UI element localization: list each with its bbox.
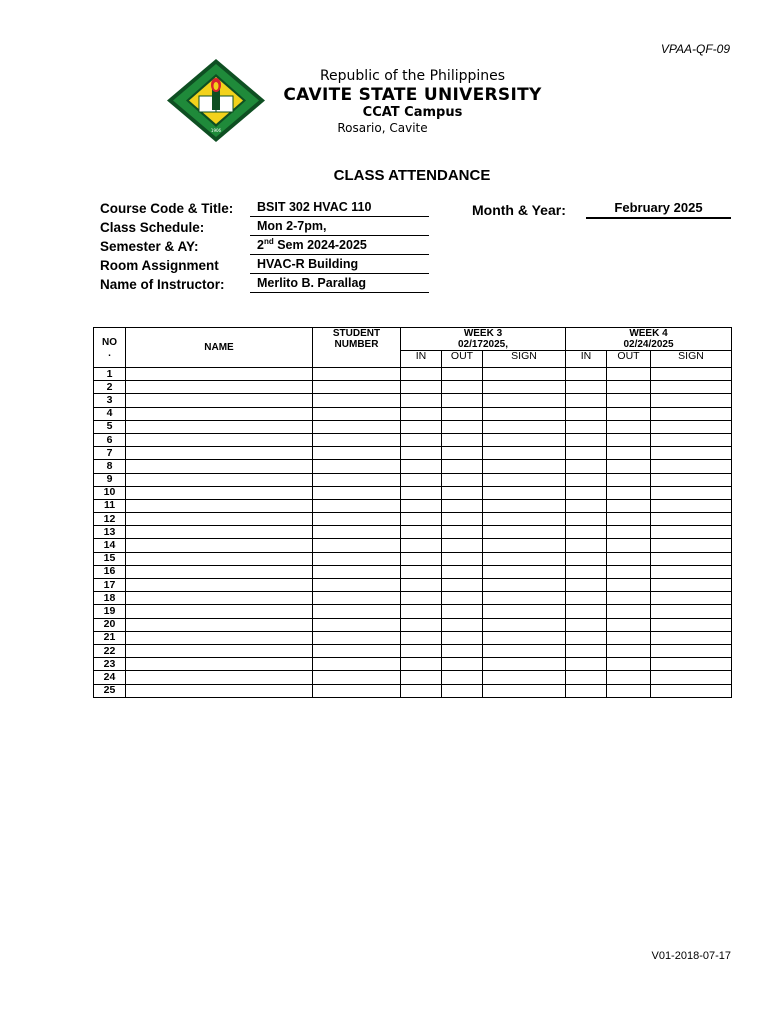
- student-header-line1: STUDENT: [332, 328, 381, 339]
- student-number-cell[interactable]: [313, 579, 401, 592]
- name-cell[interactable]: [126, 460, 313, 473]
- row-number: 11: [94, 499, 126, 512]
- week3-out-header: OUT: [442, 351, 483, 368]
- week4-out-cell[interactable]: [607, 565, 651, 578]
- week4-sign-cell[interactable]: [651, 407, 732, 420]
- week3-sign-cell[interactable]: [483, 407, 566, 420]
- week3-out-cell[interactable]: [442, 565, 483, 578]
- row-number: 21: [94, 631, 126, 644]
- row-number: 4: [94, 407, 126, 420]
- month-year-value: February 2025: [586, 200, 731, 219]
- row-number: 6: [94, 433, 126, 446]
- table-row: [94, 381, 732, 394]
- name-cell[interactable]: [126, 526, 313, 539]
- table-row: [94, 460, 732, 473]
- week3-sign-cell[interactable]: [483, 552, 566, 565]
- week4-out-cell[interactable]: [607, 381, 651, 394]
- name-cell[interactable]: [126, 539, 313, 552]
- student-number-cell[interactable]: [313, 486, 401, 499]
- week4-out-cell[interactable]: [607, 552, 651, 565]
- week4-in-cell[interactable]: [566, 526, 607, 539]
- letterhead: [270, 68, 555, 135]
- week3-out-cell[interactable]: [442, 433, 483, 446]
- student-number-cell[interactable]: [313, 658, 401, 671]
- week4-sign-cell[interactable]: [651, 565, 732, 578]
- week4-sign-cell[interactable]: [651, 447, 732, 460]
- week3-in-cell[interactable]: [401, 579, 442, 592]
- week3-out-cell[interactable]: [442, 671, 483, 684]
- student-number-cell[interactable]: [313, 605, 401, 618]
- week3-out-cell[interactable]: [442, 394, 483, 407]
- week4-in-cell[interactable]: [566, 565, 607, 578]
- week4-sign-header: SIGN: [651, 351, 732, 368]
- week4-sign-cell[interactable]: [651, 420, 732, 433]
- week4-out-cell[interactable]: [607, 486, 651, 499]
- student-number-cell[interactable]: [313, 420, 401, 433]
- university-name: CAVITE STATE UNIVERSITY: [283, 85, 542, 105]
- table-row: [94, 394, 732, 407]
- week3-sign-cell[interactable]: [483, 618, 566, 631]
- row-number: 16: [94, 565, 126, 578]
- week3-out-cell[interactable]: [442, 447, 483, 460]
- week3-in-cell[interactable]: [401, 605, 442, 618]
- student-number-cell[interactable]: [313, 368, 401, 381]
- week4-sign-cell[interactable]: [651, 539, 732, 552]
- table-row: [94, 658, 732, 671]
- week3-sign-cell[interactable]: [483, 605, 566, 618]
- week4-out-cell[interactable]: [607, 684, 651, 697]
- table-row: [94, 579, 732, 592]
- row-number: 18: [94, 592, 126, 605]
- student-number-cell[interactable]: [313, 631, 401, 644]
- week4-in-cell[interactable]: [566, 447, 607, 460]
- student-number-cell[interactable]: [313, 592, 401, 605]
- semester-label: Semester & AY:: [100, 239, 199, 254]
- row-number: 12: [94, 513, 126, 526]
- week3-out-cell[interactable]: [442, 618, 483, 631]
- week4-sign-cell[interactable]: [651, 658, 732, 671]
- student-number-cell[interactable]: [313, 473, 401, 486]
- week3-sign-cell[interactable]: [483, 526, 566, 539]
- name-cell[interactable]: [126, 394, 313, 407]
- week3-out-cell[interactable]: [442, 552, 483, 565]
- row-number: 9: [94, 473, 126, 486]
- name-cell[interactable]: [126, 592, 313, 605]
- week3-in-cell[interactable]: [401, 539, 442, 552]
- row-number: 2: [94, 381, 126, 394]
- table-row: [94, 671, 732, 684]
- week3-in-cell[interactable]: [401, 407, 442, 420]
- table-row: [94, 486, 732, 499]
- week4-in-cell[interactable]: [566, 420, 607, 433]
- week4-sign-cell[interactable]: [651, 592, 732, 605]
- week4-out-cell[interactable]: [607, 618, 651, 631]
- name-cell[interactable]: [126, 447, 313, 460]
- table-row: [94, 513, 732, 526]
- week3-out-cell[interactable]: [442, 605, 483, 618]
- name-cell[interactable]: [126, 499, 313, 512]
- week4-out-cell[interactable]: [607, 658, 651, 671]
- week3-out-cell[interactable]: [442, 631, 483, 644]
- row-number: 17: [94, 579, 126, 592]
- week4-sign-cell[interactable]: [651, 631, 732, 644]
- row-number: 14: [94, 539, 126, 552]
- week3-out-cell[interactable]: [442, 526, 483, 539]
- week4-sign-cell[interactable]: [651, 671, 732, 684]
- week3-in-cell[interactable]: [401, 381, 442, 394]
- week3-header: [401, 328, 566, 351]
- name-cell[interactable]: [126, 433, 313, 446]
- table-row: [94, 539, 732, 552]
- attendance-table: [93, 327, 732, 698]
- version-code: V01-2018-07-17: [651, 950, 731, 962]
- attendance-rows: [94, 368, 732, 698]
- week4-sign-cell[interactable]: [651, 526, 732, 539]
- week4-sign-cell[interactable]: [651, 433, 732, 446]
- week4-out-cell[interactable]: [607, 592, 651, 605]
- week3-in-cell[interactable]: [401, 499, 442, 512]
- name-cell[interactable]: [126, 565, 313, 578]
- name-header: NAME: [126, 328, 313, 368]
- week4-sign-cell[interactable]: [651, 368, 732, 381]
- week3-sign-cell[interactable]: [483, 433, 566, 446]
- week4-date: 02/24/2025: [623, 339, 674, 350]
- row-number: 5: [94, 420, 126, 433]
- week3-in-cell[interactable]: [401, 447, 442, 460]
- week3-sign-cell[interactable]: [483, 658, 566, 671]
- week3-in-cell[interactable]: [401, 420, 442, 433]
- week4-out-header: OUT: [607, 351, 651, 368]
- week3-sign-cell[interactable]: [483, 368, 566, 381]
- week4-out-cell[interactable]: [607, 433, 651, 446]
- week4-sign-cell[interactable]: [651, 644, 732, 657]
- room-label: Room Assignment: [100, 258, 219, 273]
- week3-in-cell[interactable]: [401, 473, 442, 486]
- student-number-cell[interactable]: [313, 618, 401, 631]
- table-row: [94, 631, 732, 644]
- week3-out-cell[interactable]: [442, 579, 483, 592]
- week4-sign-cell[interactable]: [651, 552, 732, 565]
- student-number-cell[interactable]: [313, 447, 401, 460]
- week3-in-header: IN: [401, 351, 442, 368]
- no-header-text: NO: [102, 336, 117, 348]
- week4-out-cell[interactable]: [607, 579, 651, 592]
- week4-out-cell[interactable]: [607, 368, 651, 381]
- week3-out-cell[interactable]: [442, 381, 483, 394]
- course-label: Course Code & Title:: [100, 201, 234, 216]
- seal-year: 1906: [210, 128, 222, 133]
- week4-in-cell[interactable]: [566, 618, 607, 631]
- name-cell[interactable]: [126, 381, 313, 394]
- week4-in-cell[interactable]: [566, 579, 607, 592]
- week4-title: WEEK 4: [629, 328, 668, 339]
- week4-in-cell[interactable]: [566, 552, 607, 565]
- week4-in-cell[interactable]: [566, 513, 607, 526]
- no-header-dot: .: [108, 347, 111, 359]
- row-number: 22: [94, 644, 126, 657]
- week3-in-cell[interactable]: [401, 486, 442, 499]
- week4-in-cell[interactable]: [566, 539, 607, 552]
- table-row: [94, 565, 732, 578]
- student-header-line2: NUMBER: [334, 339, 379, 350]
- name-cell[interactable]: [126, 671, 313, 684]
- campus-location: Rosario, Cavite: [337, 121, 428, 135]
- table-row: [94, 499, 732, 512]
- week3-in-cell[interactable]: [401, 618, 442, 631]
- week4-out-cell[interactable]: [607, 631, 651, 644]
- student-number-cell[interactable]: [313, 407, 401, 420]
- week4-out-cell[interactable]: [607, 460, 651, 473]
- week3-out-cell[interactable]: [442, 420, 483, 433]
- week3-out-cell[interactable]: [442, 368, 483, 381]
- week4-in-cell[interactable]: [566, 499, 607, 512]
- name-cell[interactable]: [126, 605, 313, 618]
- week3-date: 02/172025,: [457, 339, 509, 350]
- week3-title: WEEK 3: [463, 328, 503, 339]
- student-number-cell[interactable]: [313, 526, 401, 539]
- week3-sign-cell[interactable]: [483, 486, 566, 499]
- no-header: [94, 328, 126, 368]
- student-number-cell[interactable]: [313, 644, 401, 657]
- week3-in-cell[interactable]: [401, 552, 442, 565]
- student-number-cell[interactable]: [313, 684, 401, 697]
- week4-in-cell[interactable]: [566, 433, 607, 446]
- table-row: [94, 592, 732, 605]
- semester-suffix: nd: [263, 237, 274, 246]
- table-row: [94, 447, 732, 460]
- table-row: [94, 644, 732, 657]
- week3-in-cell[interactable]: [401, 631, 442, 644]
- week3-sign-cell[interactable]: [483, 460, 566, 473]
- name-cell[interactable]: [126, 407, 313, 420]
- week4-sign-cell[interactable]: [651, 381, 732, 394]
- student-number-cell[interactable]: [313, 513, 401, 526]
- republic-line: Republic of the Philippines: [319, 68, 506, 84]
- row-number: 23: [94, 658, 126, 671]
- table-row: [94, 433, 732, 446]
- table-row: [94, 368, 732, 381]
- week3-in-cell[interactable]: [401, 671, 442, 684]
- name-cell[interactable]: [126, 368, 313, 381]
- week3-in-cell[interactable]: [401, 644, 442, 657]
- table-row: [94, 618, 732, 631]
- row-number: 1: [94, 368, 126, 381]
- table-row: [94, 526, 732, 539]
- student-number-header: [313, 328, 401, 368]
- document-title: CLASS ATTENDANCE: [333, 167, 491, 184]
- row-number: 19: [94, 605, 126, 618]
- campus-name: CCAT Campus: [362, 105, 463, 120]
- week3-out-cell[interactable]: [442, 460, 483, 473]
- week3-out-cell[interactable]: [442, 644, 483, 657]
- row-number: 10: [94, 486, 126, 499]
- week4-in-cell[interactable]: [566, 460, 607, 473]
- course-value: BSIT 302 HVAC 110: [250, 200, 429, 217]
- student-number-cell[interactable]: [313, 394, 401, 407]
- student-number-cell[interactable]: [313, 433, 401, 446]
- row-number: 3: [94, 394, 126, 407]
- week4-sign-cell[interactable]: [651, 684, 732, 697]
- table-row: [94, 473, 732, 486]
- week4-sign-cell[interactable]: [651, 394, 732, 407]
- name-cell[interactable]: [126, 644, 313, 657]
- week4-out-cell[interactable]: [607, 513, 651, 526]
- schedule-label: Class Schedule:: [100, 220, 205, 235]
- week4-out-cell[interactable]: [607, 394, 651, 407]
- week3-sign-header: SIGN: [483, 351, 566, 368]
- row-number: 15: [94, 552, 126, 565]
- week3-sign-cell[interactable]: [483, 473, 566, 486]
- week3-out-cell[interactable]: [442, 407, 483, 420]
- semester-year: Sem 2024-2025: [273, 238, 367, 252]
- week3-out-cell[interactable]: [442, 592, 483, 605]
- week3-sign-cell[interactable]: [483, 631, 566, 644]
- week4-out-cell[interactable]: [607, 605, 651, 618]
- week4-out-cell[interactable]: [607, 526, 651, 539]
- name-cell[interactable]: [126, 631, 313, 644]
- name-cell[interactable]: [126, 579, 313, 592]
- week3-in-cell[interactable]: [401, 658, 442, 671]
- name-cell[interactable]: [126, 473, 313, 486]
- week4-in-cell[interactable]: [566, 381, 607, 394]
- week3-sign-cell[interactable]: [483, 513, 566, 526]
- week4-sign-cell[interactable]: [651, 618, 732, 631]
- form-code: VPAA-QF-09: [660, 42, 730, 56]
- student-number-cell[interactable]: [313, 552, 401, 565]
- week3-out-cell[interactable]: [442, 499, 483, 512]
- semester-number: 2: [257, 238, 264, 252]
- week3-out-cell[interactable]: [442, 658, 483, 671]
- student-number-cell[interactable]: [313, 671, 401, 684]
- week4-in-cell[interactable]: [566, 644, 607, 657]
- week3-sign-cell[interactable]: [483, 579, 566, 592]
- week4-out-cell[interactable]: [607, 539, 651, 552]
- week4-in-cell[interactable]: [566, 605, 607, 618]
- week3-sign-cell[interactable]: [483, 420, 566, 433]
- week3-sign-cell[interactable]: [483, 684, 566, 697]
- week3-in-cell[interactable]: [401, 433, 442, 446]
- schedule-value: Mon 2-7pm,: [250, 219, 429, 236]
- week3-in-cell[interactable]: [401, 460, 442, 473]
- table-row: [94, 684, 732, 697]
- student-number-cell[interactable]: [313, 565, 401, 578]
- month-year-label: Month & Year:: [472, 202, 566, 218]
- row-number: 8: [94, 460, 126, 473]
- week3-in-cell[interactable]: [401, 368, 442, 381]
- semester-value: [250, 238, 429, 255]
- week3-out-cell[interactable]: [442, 486, 483, 499]
- week3-out-cell[interactable]: [442, 473, 483, 486]
- week4-out-cell[interactable]: [607, 644, 651, 657]
- week4-out-cell[interactable]: [607, 407, 651, 420]
- week4-header: [566, 328, 732, 351]
- week3-out-cell[interactable]: [442, 539, 483, 552]
- week4-out-cell[interactable]: [607, 499, 651, 512]
- instructor-value: Merlito B. Parallag: [250, 276, 429, 293]
- name-cell[interactable]: [126, 513, 313, 526]
- week4-in-cell[interactable]: [566, 658, 607, 671]
- student-number-cell[interactable]: [313, 539, 401, 552]
- week3-out-cell[interactable]: [442, 513, 483, 526]
- week4-in-cell[interactable]: [566, 407, 607, 420]
- table-row: [94, 552, 732, 565]
- week3-out-cell[interactable]: [442, 684, 483, 697]
- week4-in-header: IN: [566, 351, 607, 368]
- week3-in-cell[interactable]: [401, 684, 442, 697]
- row-number: 7: [94, 447, 126, 460]
- student-number-cell[interactable]: [313, 381, 401, 394]
- name-cell[interactable]: [126, 658, 313, 671]
- week3-sign-cell[interactable]: [483, 592, 566, 605]
- week4-sign-cell[interactable]: [651, 499, 732, 512]
- row-number: 24: [94, 671, 126, 684]
- week4-in-cell[interactable]: [566, 486, 607, 499]
- week3-sign-cell[interactable]: [483, 499, 566, 512]
- week4-in-cell[interactable]: [566, 592, 607, 605]
- room-value: HVAC-R Building: [250, 257, 429, 274]
- week4-sign-cell[interactable]: [651, 486, 732, 499]
- week4-in-cell[interactable]: [566, 394, 607, 407]
- week4-out-cell[interactable]: [607, 420, 651, 433]
- week3-in-cell[interactable]: [401, 394, 442, 407]
- week3-sign-cell[interactable]: [483, 671, 566, 684]
- week4-in-cell[interactable]: [566, 671, 607, 684]
- week3-sign-cell[interactable]: [483, 539, 566, 552]
- week3-in-cell[interactable]: [401, 526, 442, 539]
- table-row: [94, 420, 732, 433]
- week4-sign-cell[interactable]: [651, 605, 732, 618]
- week4-in-cell[interactable]: [566, 684, 607, 697]
- row-number: 25: [94, 684, 126, 697]
- week4-sign-cell[interactable]: [651, 513, 732, 526]
- week4-in-cell[interactable]: [566, 368, 607, 381]
- week4-out-cell[interactable]: [607, 473, 651, 486]
- row-number: 13: [94, 526, 126, 539]
- week4-sign-cell[interactable]: [651, 579, 732, 592]
- name-cell[interactable]: [126, 552, 313, 565]
- week3-sign-cell[interactable]: [483, 644, 566, 657]
- name-cell[interactable]: [126, 486, 313, 499]
- week3-sign-cell[interactable]: [483, 565, 566, 578]
- name-cell[interactable]: [126, 618, 313, 631]
- table-row: [94, 605, 732, 618]
- table-row: [94, 407, 732, 420]
- week3-sign-cell[interactable]: [483, 381, 566, 394]
- week4-out-cell[interactable]: [607, 671, 651, 684]
- week3-in-cell[interactable]: [401, 513, 442, 526]
- instructor-label: Name of Instructor:: [100, 277, 225, 292]
- week4-in-cell[interactable]: [566, 631, 607, 644]
- week3-in-cell[interactable]: [401, 565, 442, 578]
- week3-sign-cell[interactable]: [483, 447, 566, 460]
- week4-sign-cell[interactable]: [651, 473, 732, 486]
- week3-sign-cell[interactable]: [483, 394, 566, 407]
- row-number: 20: [94, 618, 126, 631]
- week3-in-cell[interactable]: [401, 592, 442, 605]
- name-cell[interactable]: [126, 684, 313, 697]
- student-number-cell[interactable]: [313, 460, 401, 473]
- week4-out-cell[interactable]: [607, 447, 651, 460]
- week4-in-cell[interactable]: [566, 473, 607, 486]
- student-number-cell[interactable]: [313, 499, 401, 512]
- name-cell[interactable]: [126, 420, 313, 433]
- week4-sign-cell[interactable]: [651, 460, 732, 473]
